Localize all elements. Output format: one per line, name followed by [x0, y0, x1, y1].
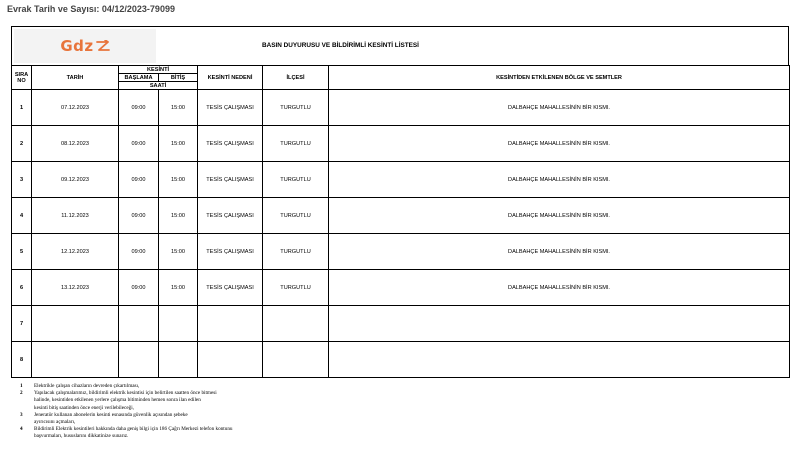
cell-ilce: TURGUTLU — [263, 270, 329, 306]
cell-tarih: 08.12.2023 — [32, 126, 119, 162]
header-ilcesi: İLÇESİ — [263, 66, 329, 90]
cell-bolge — [329, 342, 790, 378]
cell-no: 1 — [12, 90, 32, 126]
note-text: ayırıcısını açmaları, — [34, 419, 76, 426]
cell-bolge: DALBAHÇE MAHALLESİNİN BİR KISMI. — [329, 234, 790, 270]
cell-baslama: 09:00 — [119, 90, 159, 126]
header-saati: SAATİ — [119, 82, 198, 90]
cell-ilce: TURGUTLU — [263, 126, 329, 162]
cell-no: 8 — [12, 342, 32, 378]
outage-table — [11, 65, 790, 378]
note-item — [20, 383, 233, 390]
cell-bolge: DALBAHÇE MAHALLESİNİN BİR KISMI. — [329, 162, 790, 198]
cell-baslama: 09:00 — [119, 270, 159, 306]
cell-ilce: TURGUTLU — [263, 198, 329, 234]
cell-baslama — [119, 342, 159, 378]
cell-bolge: DALBAHÇE MAHALLESİNİN BİR KISMI. — [329, 270, 790, 306]
cell-no: 3 — [12, 162, 32, 198]
table-row — [12, 198, 790, 234]
cell-no: 4 — [12, 198, 32, 234]
table-row — [12, 270, 790, 306]
cell-tarih: 11.12.2023 — [32, 198, 119, 234]
note-continuation — [20, 397, 233, 404]
logo-text: Gdz — [60, 37, 94, 55]
cell-neden: TESİS ÇALIŞMASI — [198, 234, 263, 270]
header-kesinti-nedeni: KESİNTİ NEDENİ — [198, 66, 263, 90]
table-row — [12, 306, 790, 342]
header-bolge: KESİNTİDEN ETKİLENEN BÖLGE VE SEMTLER — [329, 66, 790, 90]
note-text: Jeneratör kullanan abonelerin kesinti esnasında güvenlik açısından şebeke — [34, 411, 188, 418]
cell-bolge: DALBAHÇE MAHALLESİNİN BİR KISMI. — [329, 126, 790, 162]
cell-baslama: 09:00 — [119, 162, 159, 198]
table-row — [12, 342, 790, 378]
note-text: halinde, kesintiden etkilenen yerlere çalışma bitiminden hemen sonra ilan edilen — [34, 397, 201, 404]
note-continuation — [20, 433, 233, 440]
note-item — [20, 426, 233, 433]
cell-bitis — [159, 306, 198, 342]
cell-neden: TESİS ÇALIŞMASI — [198, 270, 263, 306]
table-row — [12, 126, 790, 162]
note-text: başvurmaları, hususlarını dikkatinize sunarız. — [34, 433, 129, 440]
note-continuation — [20, 405, 233, 412]
cell-bolge — [329, 306, 790, 342]
header-no-label: NO — [17, 77, 26, 84]
header-kesinti: KESİNTİ — [119, 66, 198, 74]
cell-no: 2 — [12, 126, 32, 162]
cell-bolge: DALBAHÇE MAHALLESİNİN BİR KISMI. — [329, 198, 790, 234]
cell-baslama: 09:00 — [119, 198, 159, 234]
outage-list-sheet — [11, 26, 789, 378]
table-row — [12, 162, 790, 198]
cell-tarih: 09.12.2023 — [32, 162, 119, 198]
cell-neden: TESİS ÇALIŞMASI — [198, 162, 263, 198]
header-baslama: BAŞLAMA — [119, 74, 159, 82]
header-bitis: BİTİŞ — [159, 74, 198, 82]
cell-no: 7 — [12, 306, 32, 342]
cell-neden — [198, 306, 263, 342]
cell-bitis: 15:00 — [159, 234, 198, 270]
page-title: BASIN DUYURUSU VE BİLDİRİMLİ KESİNTİ LİSTESİ — [262, 42, 419, 49]
cell-no: 5 — [12, 234, 32, 270]
cell-tarih — [32, 342, 119, 378]
cell-neden — [198, 342, 263, 378]
table-row — [12, 234, 790, 270]
cell-no: 6 — [12, 270, 32, 306]
cell-ilce — [263, 342, 329, 378]
cell-tarih: 07.12.2023 — [32, 90, 119, 126]
cell-baslama: 09:00 — [119, 126, 159, 162]
cell-baslama — [119, 306, 159, 342]
cell-baslama: 09:00 — [119, 234, 159, 270]
cell-bitis: 15:00 — [159, 126, 198, 162]
cell-tarih: 12.12.2023 — [32, 234, 119, 270]
note-item — [20, 412, 233, 419]
cell-bitis: 15:00 — [159, 198, 198, 234]
header-sira-no — [12, 66, 32, 90]
company-logo — [14, 29, 156, 63]
cell-neden: TESİS ÇALIŞMASI — [198, 90, 263, 126]
cell-bitis — [159, 342, 198, 378]
notes-list — [20, 383, 233, 441]
cell-tarih: 13.12.2023 — [32, 270, 119, 306]
note-text: kesinti bitiş saatinden önce enerji verilebileceği, — [34, 404, 134, 411]
cell-bolge: DALBAHÇE MAHALLESİNİN BİR KISMI. — [329, 90, 790, 126]
note-text: Elektrikle çalışan cihazların devreden çıkartılması, — [34, 383, 140, 389]
cell-ilce: TURGUTLU — [263, 234, 329, 270]
note-number: 2 — [20, 390, 23, 397]
header-tarih: TARİH — [32, 66, 119, 90]
cell-tarih — [32, 306, 119, 342]
cell-ilce: TURGUTLU — [263, 90, 329, 126]
note-number: 3 — [20, 411, 23, 418]
header-sira-label: SIRA — [14, 71, 29, 78]
logo-arrow-icon — [96, 40, 110, 52]
note-text: Yapılacak çalışmalarımız, bildirimli elektrik kesintisi için belirtilen saatten önce bitmesi — [34, 390, 217, 397]
cell-bitis: 15:00 — [159, 90, 198, 126]
cell-bitis: 15:00 — [159, 270, 198, 306]
cell-ilce: TURGUTLU — [263, 162, 329, 198]
cell-neden: TESİS ÇALIŞMASI — [198, 126, 263, 162]
document-date-number: Evrak Tarih ve Sayısı: 04/12/2023-79099 — [7, 4, 175, 14]
note-number: 1 — [20, 383, 23, 389]
note-item — [20, 390, 233, 397]
cell-neden: TESİS ÇALIŞMASI — [198, 198, 263, 234]
title-box — [11, 26, 789, 65]
cell-bitis: 15:00 — [159, 162, 198, 198]
table-row — [12, 90, 790, 126]
cell-ilce — [263, 306, 329, 342]
note-number: 4 — [20, 426, 23, 433]
note-text: Bildirimli Elektrik kesintileri hakkında daha geniş bilgi için 186 Çağrı Merkezi telefon kontunu — [34, 426, 233, 433]
